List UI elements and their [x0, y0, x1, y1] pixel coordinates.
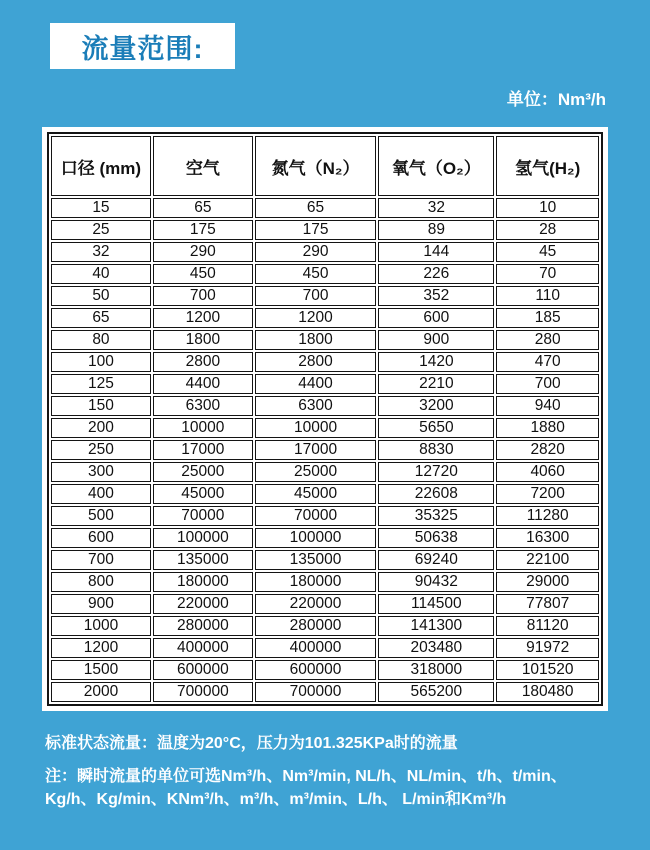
column-header: 氮气（N₂） — [255, 136, 377, 196]
table-row — [51, 462, 599, 482]
table-cell: 700 — [51, 550, 151, 570]
table-cell: 1000 — [51, 616, 151, 636]
table-cell: 1800 — [255, 330, 377, 350]
table-row — [51, 286, 599, 306]
table-cell: 450 — [153, 264, 253, 284]
table-cell: 700000 — [255, 682, 377, 702]
table-cell: 135000 — [153, 550, 253, 570]
table-cell: 470 — [496, 352, 599, 372]
table-cell: 500 — [51, 506, 151, 526]
table-row — [51, 550, 599, 570]
column-header: 口径 (mm) — [51, 136, 151, 196]
table-cell: 600000 — [255, 660, 377, 680]
table-cell: 65 — [51, 308, 151, 328]
table-cell: 6300 — [153, 396, 253, 416]
table-cell: 25000 — [153, 462, 253, 482]
table-cell: 300 — [51, 462, 151, 482]
table-cell: 8830 — [378, 440, 494, 460]
table-cell: 125 — [51, 374, 151, 394]
table-cell: 70000 — [153, 506, 253, 526]
table-cell: 290 — [153, 242, 253, 262]
table-row — [51, 440, 599, 460]
table-cell: 700000 — [153, 682, 253, 702]
table-cell: 29000 — [496, 572, 599, 592]
table-cell: 25 — [51, 220, 151, 240]
note-unit-options: 注：瞬时流量的单位可选Nm³/h、Nm³/min, NL/h、NL/min、t/h、t/min、Kg/h、Kg/min、KNm³/h、m³/h、m³/min、L/h、 L/min和Km³/h — [45, 768, 567, 809]
unit-label: 单位：Nm³/h — [506, 90, 606, 109]
table-cell: 70 — [496, 264, 599, 284]
table-cell: 185 — [496, 308, 599, 328]
table-cell: 22100 — [496, 550, 599, 570]
table-cell: 900 — [378, 330, 494, 350]
table-cell: 318000 — [378, 660, 494, 680]
table-row — [51, 660, 599, 680]
header-row — [51, 136, 599, 196]
table-cell: 280000 — [255, 616, 377, 636]
table-cell: 50638 — [378, 528, 494, 548]
table-cell: 45000 — [255, 484, 377, 504]
table-cell: 114500 — [378, 594, 494, 614]
table-cell: 91972 — [496, 638, 599, 658]
table-row — [51, 374, 599, 394]
table-cell: 1200 — [51, 638, 151, 658]
table-cell: 32 — [378, 198, 494, 218]
table-cell: 1200 — [153, 308, 253, 328]
table-cell: 100000 — [153, 528, 253, 548]
table-cell: 100 — [51, 352, 151, 372]
table-cell: 180000 — [153, 572, 253, 592]
table-cell: 141300 — [378, 616, 494, 636]
table-cell: 25000 — [255, 462, 377, 482]
table-cell: 89 — [378, 220, 494, 240]
table-cell: 1800 — [153, 330, 253, 350]
table-cell: 4400 — [153, 374, 253, 394]
table-row — [51, 572, 599, 592]
table-cell: 226 — [378, 264, 494, 284]
table-cell: 400 — [51, 484, 151, 504]
table-row — [51, 616, 599, 636]
table-cell: 10 — [496, 198, 599, 218]
table-cell: 17000 — [255, 440, 377, 460]
table-cell: 400000 — [255, 638, 377, 658]
table-row — [51, 198, 599, 218]
table-row — [51, 352, 599, 372]
table-cell: 203480 — [378, 638, 494, 658]
table-row — [51, 484, 599, 504]
table-cell: 565200 — [378, 682, 494, 702]
table-cell: 4060 — [496, 462, 599, 482]
table-cell: 180000 — [255, 572, 377, 592]
table-cell: 175 — [255, 220, 377, 240]
table-cell: 15 — [51, 198, 151, 218]
table-cell: 135000 — [255, 550, 377, 570]
table-cell: 81120 — [496, 616, 599, 636]
table-cell: 2820 — [496, 440, 599, 460]
table-row — [51, 638, 599, 658]
table-row — [51, 418, 599, 438]
table-cell: 45 — [496, 242, 599, 262]
table-cell: 220000 — [153, 594, 253, 614]
table-cell: 1200 — [255, 308, 377, 328]
table-row — [51, 528, 599, 548]
footer-notes — [45, 732, 611, 812]
table-cell: 250 — [51, 440, 151, 460]
table-cell: 12720 — [378, 462, 494, 482]
flow-table — [47, 132, 603, 706]
table-row — [51, 594, 599, 614]
table-cell: 45000 — [153, 484, 253, 504]
table-cell: 450 — [255, 264, 377, 284]
table-cell: 1880 — [496, 418, 599, 438]
table-cell: 17000 — [153, 440, 253, 460]
table-cell: 290 — [255, 242, 377, 262]
table-cell: 600 — [51, 528, 151, 548]
table-cell: 50 — [51, 286, 151, 306]
table-row — [51, 682, 599, 702]
table-cell: 600 — [378, 308, 494, 328]
table-cell: 5650 — [378, 418, 494, 438]
table-cell: 10000 — [255, 418, 377, 438]
table-cell: 101520 — [496, 660, 599, 680]
table-cell: 7200 — [496, 484, 599, 504]
table-cell: 1420 — [378, 352, 494, 372]
table-cell: 35325 — [378, 506, 494, 526]
table-cell: 900 — [51, 594, 151, 614]
table-cell: 600000 — [153, 660, 253, 680]
table-cell: 22608 — [378, 484, 494, 504]
table-cell: 280000 — [153, 616, 253, 636]
table-cell: 65 — [153, 198, 253, 218]
table-cell: 800 — [51, 572, 151, 592]
table-cell: 280 — [496, 330, 599, 350]
table-cell: 100000 — [255, 528, 377, 548]
table-cell: 16300 — [496, 528, 599, 548]
table-cell: 3200 — [378, 396, 494, 416]
table-cell: 11280 — [496, 506, 599, 526]
table-cell: 65 — [255, 198, 377, 218]
table-cell: 77807 — [496, 594, 599, 614]
table-cell: 2000 — [51, 682, 151, 702]
column-header: 氧气（O₂） — [378, 136, 494, 196]
table-row — [51, 396, 599, 416]
table-cell: 80 — [51, 330, 151, 350]
table-cell: 2800 — [153, 352, 253, 372]
page-title: 流量范围: — [81, 33, 204, 64]
table-cell: 32 — [51, 242, 151, 262]
table-cell: 2800 — [255, 352, 377, 372]
flow-range-table-container — [42, 127, 608, 711]
page-title-box — [50, 23, 235, 69]
table-cell: 940 — [496, 396, 599, 416]
table-cell: 69240 — [378, 550, 494, 570]
table-cell: 144 — [378, 242, 494, 262]
table-row — [51, 264, 599, 284]
table-cell: 352 — [378, 286, 494, 306]
table-row — [51, 242, 599, 262]
table-cell: 110 — [496, 286, 599, 306]
table-cell: 400000 — [153, 638, 253, 658]
table-row — [51, 308, 599, 328]
column-header: 空气 — [153, 136, 253, 196]
table-cell: 175 — [153, 220, 253, 240]
table-cell: 1500 — [51, 660, 151, 680]
table-cell: 90432 — [378, 572, 494, 592]
table-cell: 200 — [51, 418, 151, 438]
note-standard-condition: 标准状态流量：温度为20°C，压力为101.325KPa时的流量 — [45, 735, 458, 752]
table-cell: 700 — [496, 374, 599, 394]
table-row — [51, 506, 599, 526]
column-header: 氢气(H₂) — [496, 136, 599, 196]
flow-table-head — [51, 136, 599, 196]
table-cell: 28 — [496, 220, 599, 240]
table-cell: 10000 — [153, 418, 253, 438]
table-cell: 40 — [51, 264, 151, 284]
table-row — [51, 220, 599, 240]
table-cell: 2210 — [378, 374, 494, 394]
table-cell: 180480 — [496, 682, 599, 702]
table-row — [51, 330, 599, 350]
table-cell: 700 — [255, 286, 377, 306]
table-cell: 150 — [51, 396, 151, 416]
table-cell: 6300 — [255, 396, 377, 416]
flow-table-body — [51, 198, 599, 702]
table-cell: 220000 — [255, 594, 377, 614]
table-cell: 700 — [153, 286, 253, 306]
table-cell: 4400 — [255, 374, 377, 394]
table-cell: 70000 — [255, 506, 377, 526]
